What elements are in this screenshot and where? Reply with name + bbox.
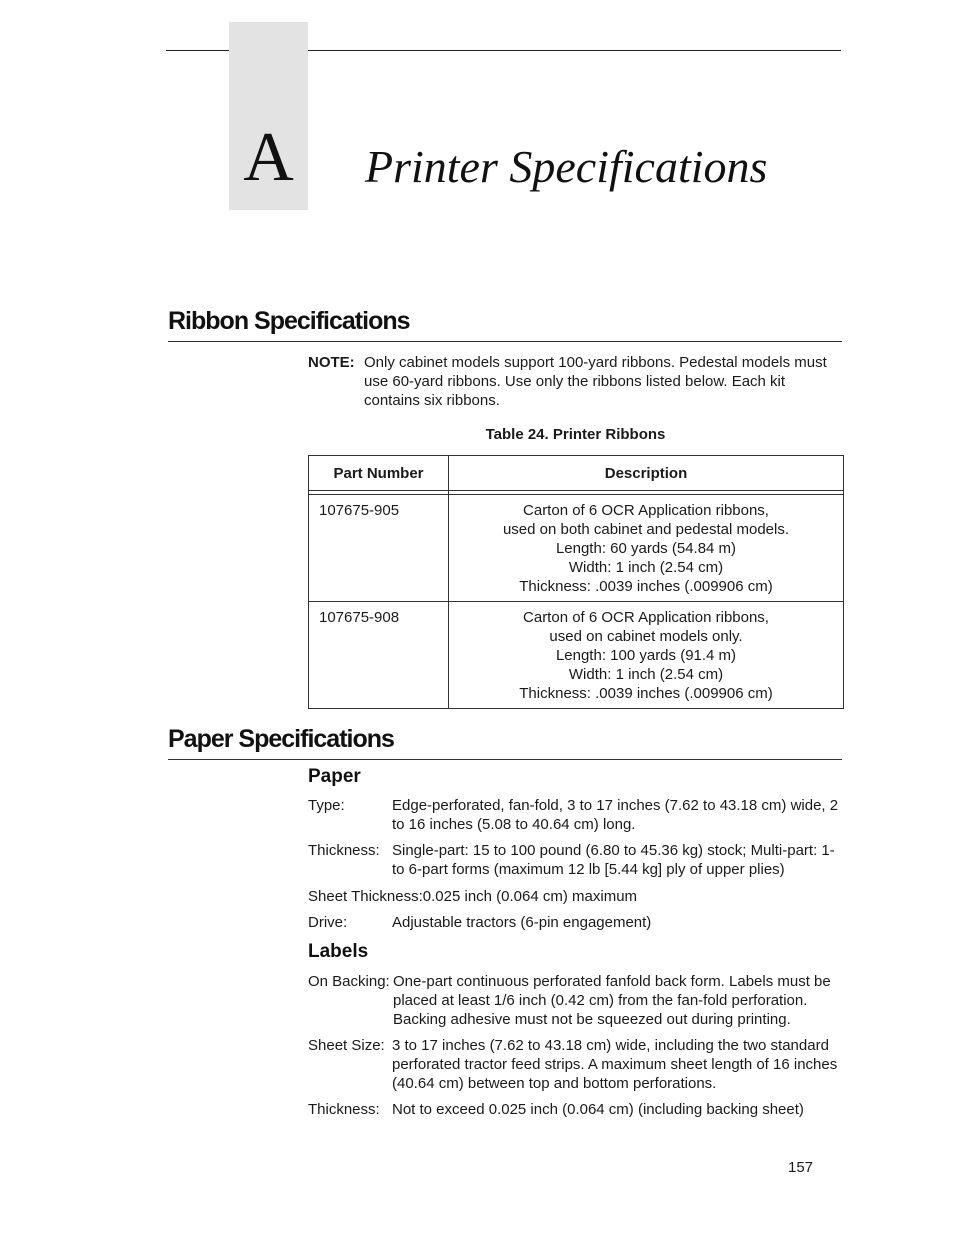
- table-row: [309, 495, 844, 602]
- description-cell: [449, 602, 844, 709]
- paper-type-label: Type:: [308, 797, 345, 814]
- header-rule-right: [308, 50, 841, 51]
- printer-ribbons-table: [308, 455, 844, 709]
- paper-drive-value: Adjustable tractors (6-pin engagement): [392, 914, 652, 931]
- paper-subheading: Paper: [308, 766, 361, 787]
- page-number: 157: [788, 1159, 814, 1176]
- table-caption: Table 24. Printer Ribbons: [485, 426, 666, 443]
- labels-size-value: 3 to 17 inches (7.62 to 43.18 cm) wide, including the two standard perforated tractor feed strips. A maximum sheet length of 16 inches (40.64 cm) between top and bottom perforations.: [392, 1037, 838, 1092]
- part-number-cell: 107675-908: [309, 602, 449, 709]
- description-line: used on both cabinet and pedestal models.: [502, 521, 790, 538]
- paper-section-rule: [168, 759, 842, 760]
- description-line: Width: 1 inch (2.54 cm): [568, 559, 724, 576]
- chapter-title: Printer Specifications: [365, 141, 768, 192]
- paper-type-value: Edge-perforated, fan-fold, 3 to 17 inches (7.62 to 43.18 cm) wide, 2 to 16 inches (5.08 to 40.64 cm) long.: [392, 797, 839, 833]
- ribbon-section-heading: Ribbon Specifications: [168, 307, 410, 335]
- ribbon-section-rule: [168, 341, 842, 342]
- header-rule-left: [166, 50, 229, 51]
- note-text: Only cabinet models support 100-yard ribbons. Pedestal models must use 60-yard ribbons. Use only the ribbons listed below. Each kit contains six ribbons.: [364, 354, 827, 409]
- column-header-part-number: Part Number: [309, 456, 449, 491]
- description-cell: [449, 495, 844, 602]
- description-line: Carton of 6 OCR Application ribbons,: [523, 609, 769, 626]
- description-line: Length: 60 yards (54.84 m): [555, 540, 737, 557]
- paper-thickness-label: Thickness:: [308, 842, 380, 859]
- description-line: Thickness: .0039 inches (.009906 cm): [519, 685, 773, 702]
- labels-thickness-value: Not to exceed 0.025 inch (0.064 cm) (including backing sheet): [392, 1101, 804, 1118]
- table-header-row: [309, 456, 844, 491]
- paper-section-heading: Paper Specifications: [168, 725, 394, 753]
- description-line: Length: 100 yards (91.4 m): [555, 647, 737, 664]
- labels-thickness-label: Thickness:: [308, 1101, 380, 1118]
- chapter-letter: A: [243, 119, 294, 196]
- description-line: Width: 1 inch (2.54 cm): [568, 666, 724, 683]
- description-line: Carton of 6 OCR Application ribbons,: [523, 502, 769, 519]
- paper-thickness-value: Single-part: 15 to 100 pound (6.80 to 45.36 kg) stock; Multi-part: 1- to 6-part forms (maximum 12 lb [5.44 kg] ply of upper plies): [392, 842, 835, 878]
- sheet-thickness-line: Sheet Thickness:0.025 inch (0.064 cm) maximum: [308, 888, 638, 905]
- labels-subheading: Labels: [308, 941, 369, 962]
- description-line: Thickness: .0039 inches (.009906 cm): [519, 578, 773, 595]
- column-header-description: Description: [449, 456, 844, 491]
- part-number-cell: 107675-905: [309, 495, 449, 602]
- description-line: used on cabinet models only.: [549, 628, 743, 645]
- paper-drive-label: Drive:: [308, 914, 348, 931]
- note-label: NOTE:: [308, 354, 355, 371]
- table-row: [309, 602, 844, 709]
- labels-backing-value: One-part continuous perforated fanfold back form. Labels must be placed at least 1/6 inch (0.42 cm) from the fan-fold perforation. Backing adhesive must not be squeezed out during printing.: [393, 973, 831, 1028]
- labels-backing-label: On Backing:: [308, 973, 390, 990]
- labels-size-label: Sheet Size:: [308, 1037, 385, 1054]
